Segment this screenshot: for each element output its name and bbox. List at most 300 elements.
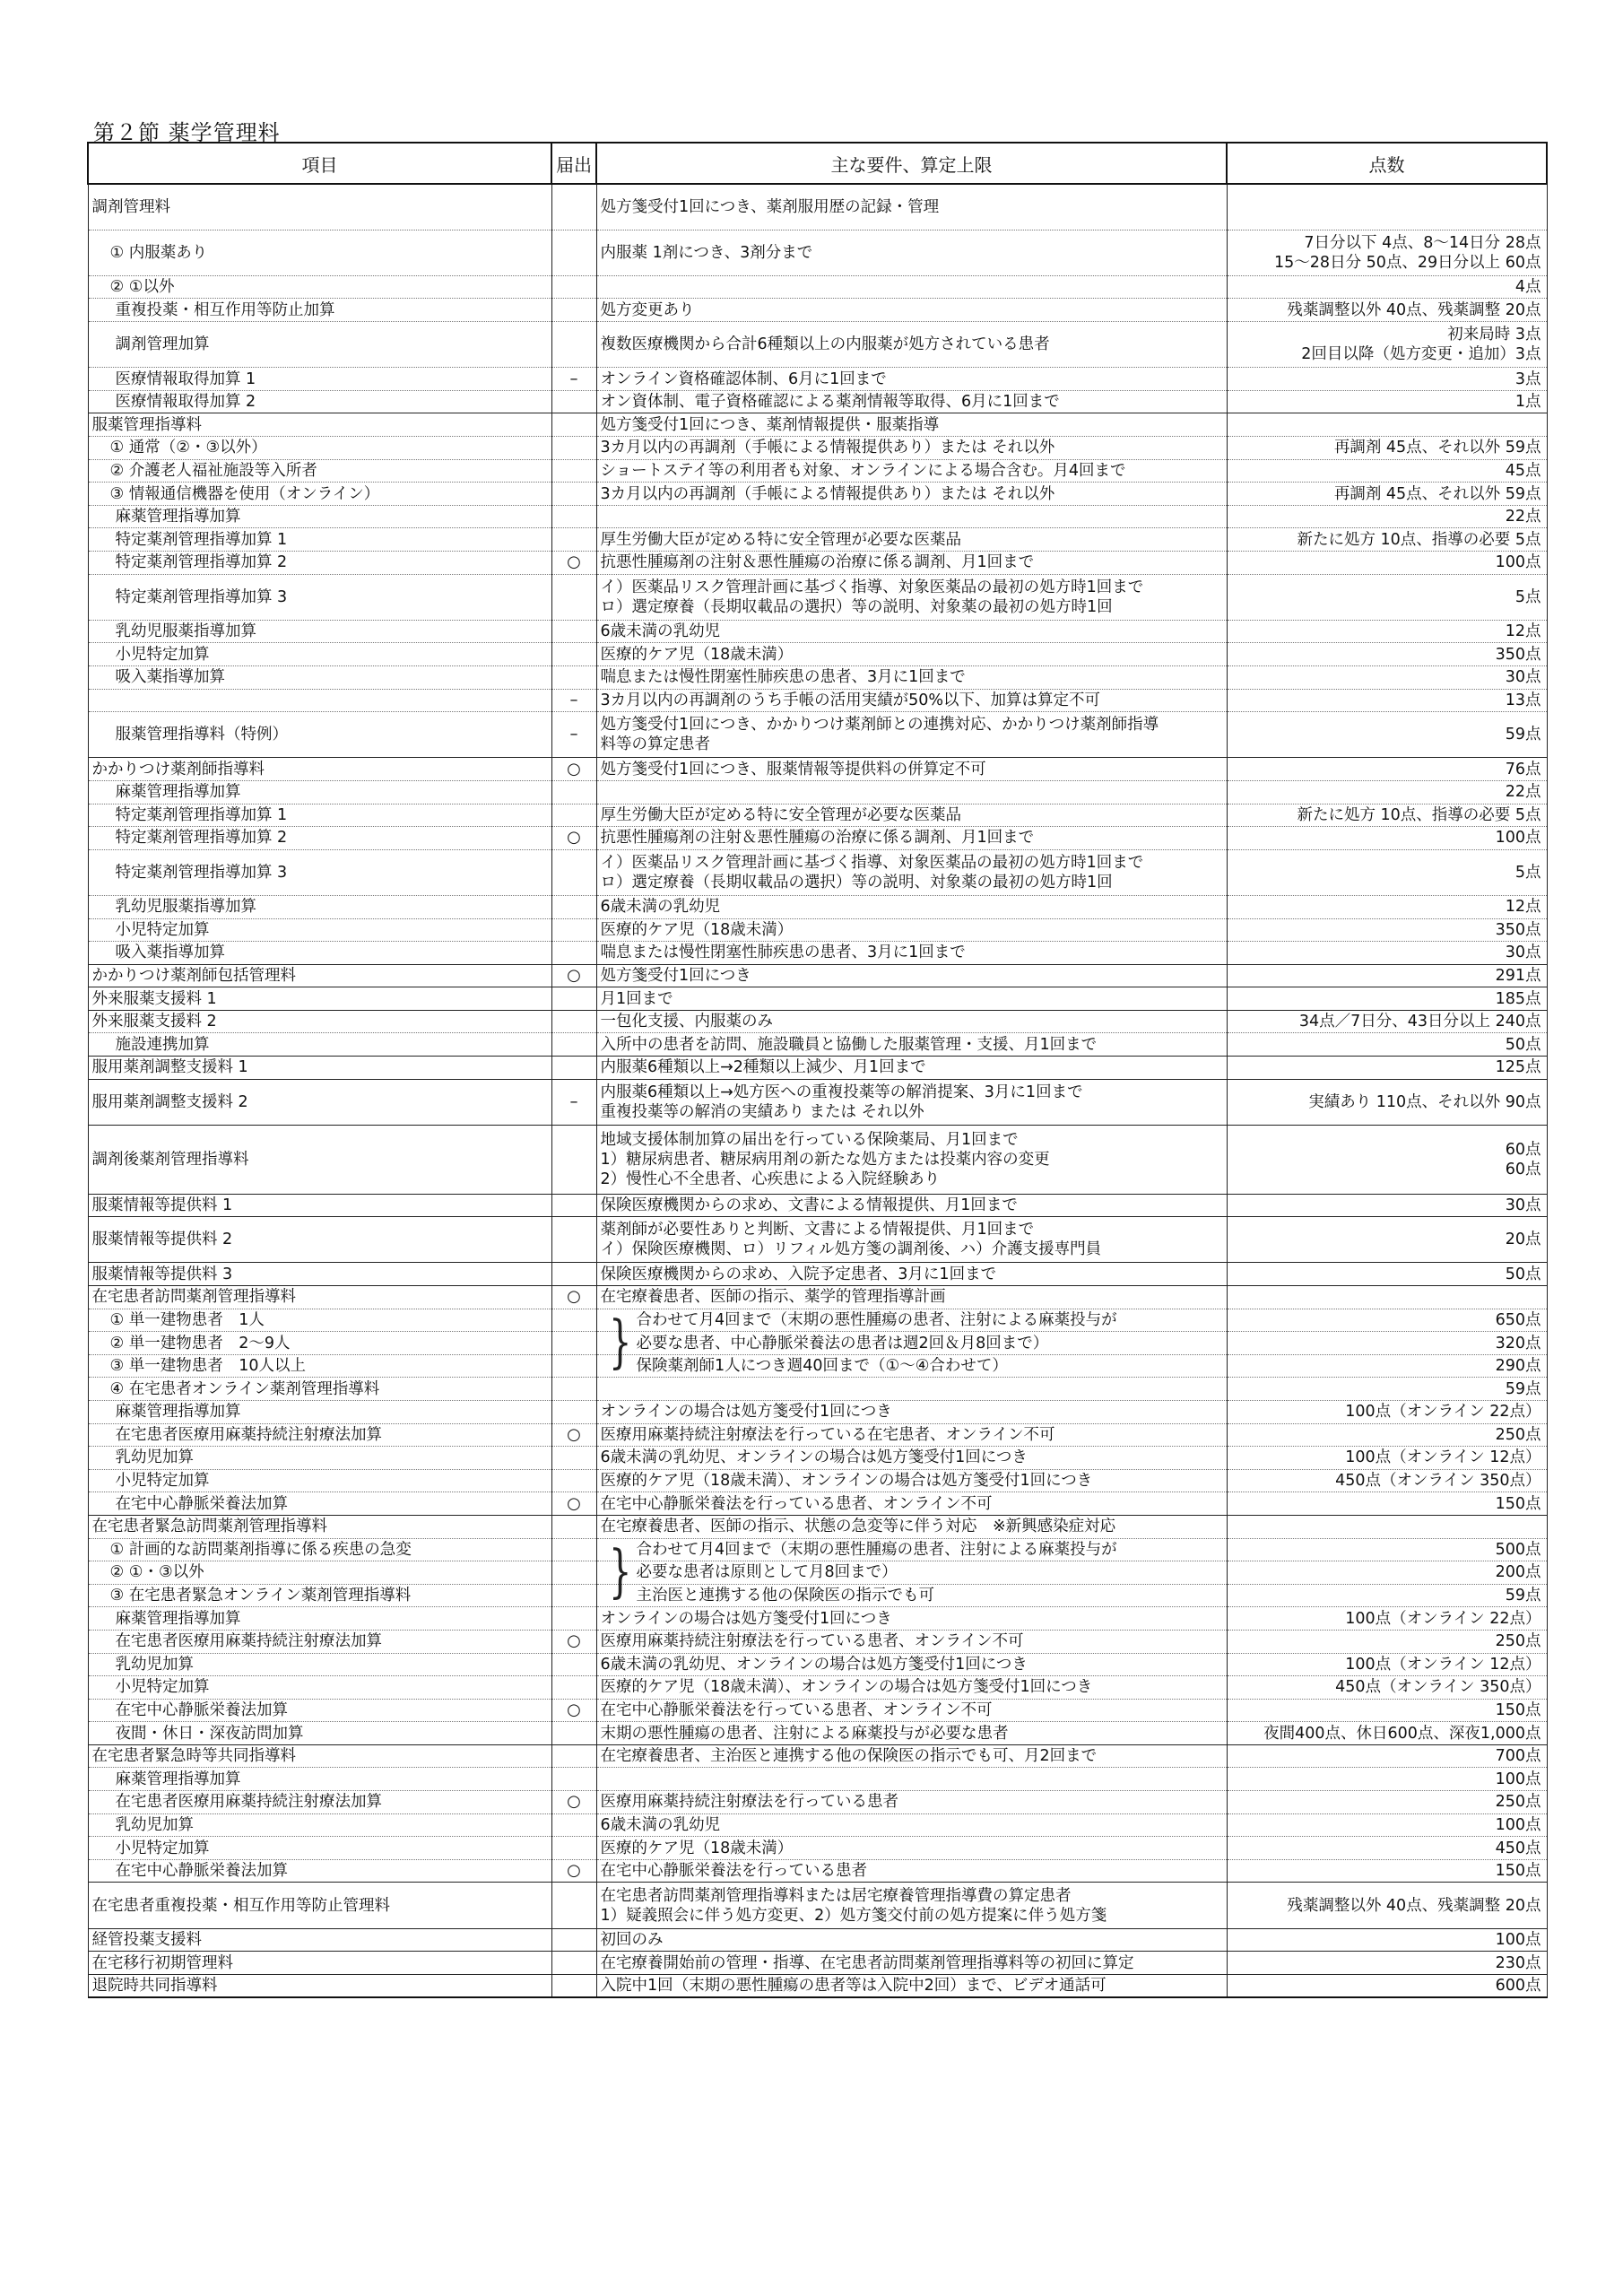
- notification-flag-cell: [551, 505, 596, 528]
- requirement-line: 合わせて月4回まで（末期の悪性腫瘍の患者、注射による麻薬投与が: [636, 1310, 1117, 1329]
- requirement-line: 入院中1回（末期の悪性腫瘍の患者等は入院中2回）まで、ビデオ通話可: [600, 1976, 1107, 1995]
- notification-flag-cell: [551, 1676, 596, 1700]
- notification-flag-cell: [551, 895, 596, 918]
- requirement-line: 6歳未満の乳幼児: [600, 1815, 721, 1834]
- item-cell: 在宅中心静脈栄養法加算: [88, 1492, 551, 1516]
- notification-flag-cell: [551, 665, 596, 689]
- table-row: [88, 643, 1547, 666]
- notification-flag-cell: [551, 437, 596, 460]
- requirements-cell: [596, 964, 1227, 987]
- table-row: [88, 1194, 1547, 1217]
- points-cell: [1227, 1630, 1547, 1653]
- requirement-line: 喘息または慢性閉塞性肺疾患の患者、3月に1回まで: [600, 668, 966, 687]
- table-row: [88, 1378, 1547, 1401]
- requirement-line: 6歳未満の乳幼児、オンラインの場合は処方箋受付1回につき: [600, 1655, 1028, 1674]
- points-line: 450点（オンライン 350点）: [1335, 1678, 1541, 1697]
- points-cell: [1227, 1492, 1547, 1516]
- requirements-cell: [596, 1033, 1227, 1057]
- points-line: 1点: [1515, 393, 1541, 412]
- notification-flag-cell: [551, 184, 596, 230]
- item-cell: 麻薬管理指導加算: [88, 1768, 551, 1791]
- points-cell: [1227, 1538, 1547, 1561]
- notification-flag-cell: [551, 1561, 596, 1585]
- table-row: [88, 987, 1547, 1011]
- notification-flag-cell: [551, 780, 596, 804]
- table-row: [88, 1768, 1547, 1791]
- requirements-cell: [596, 804, 1227, 827]
- requirements-cell: [596, 1492, 1227, 1516]
- points-line: 5点: [1515, 587, 1541, 606]
- points-line: 新たに処方 10点、指導の必要 5点: [1297, 805, 1541, 824]
- requirement-line: 6歳未満の乳幼児: [600, 898, 721, 917]
- notification-flag-cell: [551, 483, 596, 506]
- item-cell: 在宅患者医療用麻薬持続注射療法加算: [88, 1423, 551, 1447]
- item-cell: 服薬管理指導料: [88, 413, 551, 437]
- notification-flag-cell: –: [551, 368, 596, 391]
- item-cell: 乳幼児服薬指導加算: [88, 895, 551, 918]
- notification-flag-cell: ○: [551, 1859, 596, 1883]
- table-row: [88, 390, 1547, 413]
- requirement-line: 主治医と連携する他の保険医の指示でも可: [636, 1587, 934, 1605]
- requirement-line: オンラインの場合は処方箋受付1回につき: [600, 1403, 892, 1422]
- points-line: 再調剤 45点、それ以外 59点: [1333, 439, 1541, 457]
- table-row: [88, 1722, 1547, 1745]
- points-line: 30点: [1505, 1196, 1541, 1214]
- points-line: 60点: [1505, 1160, 1541, 1178]
- requirements-cell: [596, 1883, 1227, 1928]
- notification-flag-cell: [551, 1952, 596, 1975]
- table-row: [88, 368, 1547, 391]
- points-cell: [1227, 689, 1547, 712]
- requirement-line: 末期の悪性腫瘍の患者、注射による麻薬投与が必要な患者: [600, 1724, 1009, 1743]
- notification-flag-cell: [551, 942, 596, 965]
- notification-flag-cell: ○: [551, 1286, 596, 1309]
- requirement-line: 在宅療養患者、医師の指示、状態の急変等に伴う対応 ※新興感染症対応: [600, 1518, 1116, 1536]
- notification-flag-cell: [551, 1584, 596, 1607]
- points-line: 59点: [1505, 1379, 1541, 1398]
- item-cell: 小児特定加算: [88, 643, 551, 666]
- points-line: 150点: [1495, 1862, 1541, 1881]
- points-line: 250点: [1495, 1793, 1541, 1812]
- notification-flag-cell: –: [551, 689, 596, 712]
- points-line: 30点: [1505, 944, 1541, 962]
- table-row: [88, 413, 1547, 437]
- points-line: 350点: [1495, 920, 1541, 939]
- requirements-cell: [596, 1974, 1227, 1997]
- table-row: [88, 1744, 1547, 1768]
- points-cell: [1227, 804, 1547, 827]
- requirement-line: イ）医薬品リスク管理計画に基づく指導、対象医薬品の最初の処方時1回まで: [600, 853, 1144, 872]
- points-line: 100点: [1495, 829, 1541, 848]
- header-item: 項目: [88, 143, 551, 184]
- requirements-cell: [596, 528, 1227, 552]
- item-cell: 服用薬剤調整支援料 2: [88, 1079, 551, 1125]
- notification-flag-cell: [551, 1607, 596, 1631]
- points-line: 76点: [1505, 760, 1541, 778]
- notification-flag-cell: ○: [551, 1423, 596, 1447]
- table-row: [88, 1538, 1547, 1561]
- item-cell: [88, 689, 551, 712]
- table-row: [88, 1859, 1547, 1883]
- item-cell: 乳幼児加算: [88, 1653, 551, 1676]
- points-line: 450点（オンライン 350点）: [1335, 1472, 1541, 1491]
- points-line: 30点: [1505, 668, 1541, 687]
- requirements-cell: [596, 1057, 1227, 1080]
- points-line: 100点: [1495, 1815, 1541, 1834]
- notification-flag-cell: [551, 1744, 596, 1768]
- requirement-line: 一包化支援、内服薬のみ: [600, 1013, 773, 1031]
- notification-flag-cell: [551, 1515, 596, 1538]
- requirements-cell: [596, 1332, 1227, 1355]
- requirements-cell: [596, 1378, 1227, 1401]
- table-row: [88, 299, 1547, 322]
- notification-flag-cell: [551, 390, 596, 413]
- item-cell: 医療情報取得加算 1: [88, 368, 551, 391]
- requirement-line: 3カ月以内の再調剤（手帳による情報提供あり）または それ以外: [600, 439, 1055, 457]
- notification-flag-cell: [551, 1354, 596, 1378]
- notification-flag-cell: [551, 299, 596, 322]
- table-row: [88, 505, 1547, 528]
- points-line: 3点: [1515, 370, 1541, 388]
- requirement-line: オンラインの場合は処方箋受付1回につき: [600, 1609, 892, 1628]
- notification-flag-cell: [551, 1309, 596, 1332]
- table-row: [88, 665, 1547, 689]
- item-cell: ① 単一建物患者 1人: [88, 1309, 551, 1332]
- table-row: [88, 1630, 1547, 1653]
- requirement-line: 在宅中心静脈栄養法を行っている患者: [600, 1862, 867, 1881]
- points-line: 15～28日分 50点、29日分以上 60点: [1274, 253, 1541, 272]
- item-cell: 乳幼児加算: [88, 1813, 551, 1837]
- requirement-line: イ）医薬品リスク管理計画に基づく指導、対象医薬品の最初の処方時1回まで: [600, 578, 1144, 596]
- item-cell: ② 介護老人福祉施設等入所者: [88, 459, 551, 483]
- table-row: [88, 964, 1547, 987]
- points-cell: [1227, 1447, 1547, 1470]
- points-cell: [1227, 895, 1547, 918]
- table-row: [88, 1217, 1547, 1263]
- requirement-line: 必要な患者、中心静脈栄養法の患者は週2回＆月8回まで）: [636, 1334, 1049, 1352]
- requirements-cell: [596, 689, 1227, 712]
- requirement-line: 必要な患者は原則として月8回まで）: [636, 1563, 898, 1582]
- points-cell: [1227, 1332, 1547, 1355]
- requirements-cell: [596, 758, 1227, 781]
- points-line: 34点／7日分、43日分以上 240点: [1298, 1013, 1541, 1031]
- points-cell: [1227, 1952, 1547, 1975]
- table-row: [88, 1447, 1547, 1470]
- item-cell: ① 計画的な訪問薬剤指導に係る疾患の急変: [88, 1538, 551, 1561]
- points-cell: [1227, 1584, 1547, 1607]
- notification-flag-cell: ○: [551, 1492, 596, 1516]
- item-cell: 調剤管理加算: [88, 322, 551, 368]
- notification-flag-cell: [551, 804, 596, 827]
- table-row: [88, 184, 1547, 230]
- points-cell: [1227, 299, 1547, 322]
- notification-flag-cell: [551, 1332, 596, 1355]
- points-line: 200点: [1495, 1563, 1541, 1582]
- points-line: 700点: [1495, 1747, 1541, 1766]
- points-line: 5点: [1515, 863, 1541, 882]
- grouping-brace: }: [609, 1309, 632, 1376]
- item-cell: 麻薬管理指導加算: [88, 505, 551, 528]
- item-cell: 吸入薬指導加算: [88, 942, 551, 965]
- points-line: 450点: [1495, 1839, 1541, 1857]
- requirements-cell: [596, 1217, 1227, 1263]
- requirements-cell: [596, 712, 1227, 758]
- table-row: [88, 1653, 1547, 1676]
- points-cell: [1227, 1263, 1547, 1286]
- notification-flag-cell: [551, 1125, 596, 1194]
- requirements-cell: [596, 1125, 1227, 1194]
- notification-flag-cell: –: [551, 1079, 596, 1125]
- notification-flag-cell: [551, 230, 596, 275]
- requirement-line: 処方箋受付1回につき、薬剤情報提供・服薬指導: [600, 415, 940, 434]
- table-row: [88, 1607, 1547, 1631]
- requirements-cell: [596, 413, 1227, 437]
- points-line: 100点（オンライン 22点）: [1345, 1609, 1541, 1628]
- points-line: 再調剤 45点、それ以外 59点: [1333, 484, 1541, 503]
- notification-flag-cell: [551, 1194, 596, 1217]
- points-cell: [1227, 1722, 1547, 1745]
- requirement-line: 重複投薬等の解消の実績あり または それ以外: [600, 1102, 924, 1121]
- item-cell: 在宅移行初期管理料: [88, 1952, 551, 1975]
- table-row: [88, 1699, 1547, 1722]
- requirements-cell: [596, 230, 1227, 275]
- requirement-line: 医療的ケア児（18歳未満）: [600, 920, 794, 939]
- points-cell: [1227, 1699, 1547, 1722]
- item-cell: 服用薬剤調整支援料 1: [88, 1057, 551, 1080]
- requirement-line: オンライン資格確認体制、6月に1回まで: [600, 370, 887, 388]
- points-cell: [1227, 1676, 1547, 1700]
- requirements-cell: [596, 1630, 1227, 1653]
- table-row: [88, 1354, 1547, 1378]
- requirement-line: 医療的ケア児（18歳未満）: [600, 645, 794, 664]
- table-row: [88, 1125, 1547, 1194]
- requirement-line: 保険薬剤師1人につき週40回まで（①～④合わせて）: [636, 1357, 1008, 1376]
- requirements-cell: [596, 275, 1227, 299]
- table-row: [88, 1033, 1547, 1057]
- points-cell: [1227, 1744, 1547, 1768]
- item-cell: 小児特定加算: [88, 1676, 551, 1700]
- table-row: [88, 1561, 1547, 1585]
- notification-flag-cell: [551, 275, 596, 299]
- notification-flag-cell: [551, 1653, 596, 1676]
- points-cell: [1227, 1286, 1547, 1309]
- item-cell: 小児特定加算: [88, 1469, 551, 1492]
- points-cell: [1227, 1883, 1547, 1928]
- requirements-cell: [596, 942, 1227, 965]
- points-cell: [1227, 1837, 1547, 1860]
- requirements-cell: [596, 390, 1227, 413]
- points-cell: [1227, 1309, 1547, 1332]
- requirement-line: 6歳未満の乳幼児: [600, 622, 721, 641]
- requirements-cell: [596, 1722, 1227, 1745]
- requirement-line: 内服薬 1剤につき、3剤分まで: [600, 243, 813, 262]
- table-row: [88, 804, 1547, 827]
- points-line: 100点: [1495, 553, 1541, 572]
- requirement-line: 喘息または慢性閉塞性肺疾患の患者、3月に1回まで: [600, 944, 966, 962]
- points-cell: [1227, 620, 1547, 643]
- points-line: 150点: [1495, 1701, 1541, 1719]
- requirement-line: 1）疑義照会に伴う処方変更、2）処方箋交付前の処方提案に伴う処方箋: [600, 1906, 1107, 1925]
- requirements-cell: [596, 1400, 1227, 1423]
- notification-flag-cell: [551, 413, 596, 437]
- item-cell: 在宅患者緊急訪問薬剤管理指導料: [88, 1515, 551, 1538]
- points-cell: [1227, 322, 1547, 368]
- requirement-line: 厚生労働大臣が定める特に安全管理が必要な医薬品: [600, 805, 961, 824]
- points-line: 350点: [1495, 645, 1541, 664]
- requirement-line: 在宅療養開始前の管理・指導、在宅患者訪問薬剤管理指導料等の初回に算定: [600, 1953, 1134, 1972]
- points-cell: [1227, 758, 1547, 781]
- notification-flag-cell: [551, 1722, 596, 1745]
- notification-flag-cell: –: [551, 712, 596, 758]
- table-row: [88, 1057, 1547, 1080]
- points-line: 100点（オンライン 12点）: [1345, 1448, 1541, 1467]
- item-cell: 経管投薬支援料: [88, 1928, 551, 1952]
- requirements-cell: [596, 987, 1227, 1011]
- points-line: 残薬調整以外 40点、残薬調整 20点: [1287, 1896, 1541, 1915]
- points-line: 50点: [1505, 1265, 1541, 1283]
- requirements-cell: [596, 665, 1227, 689]
- requirements-cell: [596, 1928, 1227, 1952]
- table-row: [88, 437, 1547, 460]
- requirements-cell: [596, 1447, 1227, 1470]
- points-cell: [1227, 390, 1547, 413]
- requirement-line: 医療用麻薬持続注射療法を行っている患者: [600, 1793, 898, 1812]
- table-row: [88, 1676, 1547, 1700]
- points-cell: [1227, 1561, 1547, 1585]
- item-cell: 特定薬剤管理指導加算 1: [88, 804, 551, 827]
- points-line: 実績あり 110点、それ以外 90点: [1308, 1092, 1541, 1111]
- points-line: 夜間400点、休日600点、深夜1,000点: [1263, 1724, 1541, 1743]
- points-cell: [1227, 437, 1547, 460]
- points-cell: [1227, 1974, 1547, 1997]
- table-row: [88, 1837, 1547, 1860]
- requirement-line: 初回のみ: [600, 1930, 664, 1949]
- points-cell: [1227, 1125, 1547, 1194]
- points-cell: [1227, 827, 1547, 850]
- table-row: [88, 1400, 1547, 1423]
- table-row: [88, 895, 1547, 918]
- points-cell: [1227, 552, 1547, 575]
- table-body: [88, 184, 1547, 1997]
- requirements-cell: [596, 1079, 1227, 1125]
- item-cell: 麻薬管理指導加算: [88, 780, 551, 804]
- item-cell: 在宅中心静脈栄養法加算: [88, 1859, 551, 1883]
- points-line: 100点: [1495, 1770, 1541, 1788]
- item-cell: ② 単一建物患者 2～9人: [88, 1332, 551, 1355]
- item-cell: 在宅患者重複投薬・相互作用等防止管理料: [88, 1883, 551, 1928]
- item-cell: 在宅中心静脈栄養法加算: [88, 1699, 551, 1722]
- requirements-cell: [596, 849, 1227, 895]
- header-flag: 届出: [551, 143, 596, 184]
- requirement-line: 処方箋受付1回につき: [600, 966, 751, 985]
- table-row: [88, 1584, 1547, 1607]
- requirement-line: 合わせて月4回まで（末期の悪性腫瘍の患者、注射による麻薬投与が: [636, 1540, 1117, 1559]
- requirements-cell: [596, 552, 1227, 575]
- notification-flag-cell: [551, 1768, 596, 1791]
- points-line: 59点: [1505, 1587, 1541, 1605]
- table-row: [88, 849, 1547, 895]
- table-header-row: [88, 143, 1547, 184]
- item-cell: 在宅患者医療用麻薬持続注射療法加算: [88, 1791, 551, 1814]
- points-line: 650点: [1495, 1310, 1541, 1329]
- requirement-line: 保険医療機関からの求め、入院予定患者、3月に1回まで: [600, 1265, 997, 1283]
- requirement-line: 医療的ケア児（18歳未満）、オンラインの場合は処方箋受付1回につき: [600, 1678, 1093, 1697]
- notification-flag-cell: [551, 1263, 596, 1286]
- points-cell: [1227, 1033, 1547, 1057]
- requirements-cell: [596, 620, 1227, 643]
- points-line: 250点: [1495, 1632, 1541, 1651]
- points-cell: [1227, 528, 1547, 552]
- requirement-line: 在宅中心静脈栄養法を行っている患者、オンライン不可: [600, 1701, 993, 1719]
- points-line: 600点: [1495, 1976, 1541, 1995]
- points-line: 60点: [1505, 1140, 1541, 1159]
- points-cell: [1227, 1791, 1547, 1814]
- notification-flag-cell: [551, 459, 596, 483]
- item-cell: 麻薬管理指導加算: [88, 1607, 551, 1631]
- requirement-line: 薬剤師が必要性ありと判断、文書による情報提供、月1回まで: [600, 1221, 1035, 1239]
- points-cell: [1227, 1354, 1547, 1378]
- grouping-brace: }: [609, 1539, 632, 1605]
- item-cell: 退院時共同指導料: [88, 1974, 551, 1997]
- notification-flag-cell: [551, 918, 596, 942]
- table-row: [88, 1332, 1547, 1355]
- item-cell: 在宅患者緊急時等共同指導料: [88, 1744, 551, 1768]
- points-cell: [1227, 712, 1547, 758]
- requirements-cell: [596, 1354, 1227, 1378]
- points-cell: [1227, 483, 1547, 506]
- points-cell: [1227, 1378, 1547, 1401]
- requirement-line: ショートステイ等の利用者も対象、オンラインによる場合含む。月4回まで: [600, 461, 1126, 480]
- item-cell: ② ①以外: [88, 275, 551, 299]
- table-row: [88, 1928, 1547, 1952]
- item-cell: 重複投薬・相互作用等防止加算: [88, 299, 551, 322]
- requirements-cell: [596, 1653, 1227, 1676]
- points-cell: [1227, 574, 1547, 620]
- requirements-cell: [596, 643, 1227, 666]
- points-line: 7日分以下 4点、8～14日分 28点: [1304, 233, 1541, 252]
- requirement-line: 医療用麻薬持続注射療法を行っている在宅患者、オンライン不可: [600, 1425, 1055, 1444]
- requirements-cell: [596, 1194, 1227, 1217]
- item-cell: 服薬情報等提供料 1: [88, 1194, 551, 1217]
- requirement-line: 入所中の患者を訪問、施設職員と協働した服薬管理・支援、月1回まで: [600, 1035, 1098, 1054]
- points-cell: [1227, 987, 1547, 1011]
- item-cell: 夜間・休日・深夜訪問加算: [88, 1722, 551, 1745]
- points-cell: [1227, 1423, 1547, 1447]
- requirement-line: 内服薬6種類以上→2種類以上減少、月1回まで: [600, 1058, 926, 1077]
- notification-flag-cell: [551, 1400, 596, 1423]
- points-cell: [1227, 918, 1547, 942]
- points-line: 50点: [1505, 1035, 1541, 1054]
- notification-flag-cell: [551, 1813, 596, 1837]
- table-row: [88, 1263, 1547, 1286]
- item-cell: 施設連携加算: [88, 1033, 551, 1057]
- requirements-cell: [596, 299, 1227, 322]
- requirement-line: 在宅療養患者、主治医と連携する他の保険医の指示でも可、月2回まで: [600, 1747, 1098, 1766]
- points-cell: [1227, 780, 1547, 804]
- notification-flag-cell: [551, 1538, 596, 1561]
- item-cell: 乳幼児加算: [88, 1447, 551, 1470]
- points-line: 291点: [1495, 966, 1541, 985]
- points-cell: [1227, 368, 1547, 391]
- item-cell: かかりつけ薬剤師包括管理料: [88, 964, 551, 987]
- notification-flag-cell: [551, 987, 596, 1011]
- requirements-cell: [596, 1561, 1227, 1585]
- table-row: [88, 942, 1547, 965]
- item-cell: 服薬情報等提供料 3: [88, 1263, 551, 1286]
- table-row: [88, 275, 1547, 299]
- points-cell: [1227, 1010, 1547, 1033]
- item-cell: 調剤管理料: [88, 184, 551, 230]
